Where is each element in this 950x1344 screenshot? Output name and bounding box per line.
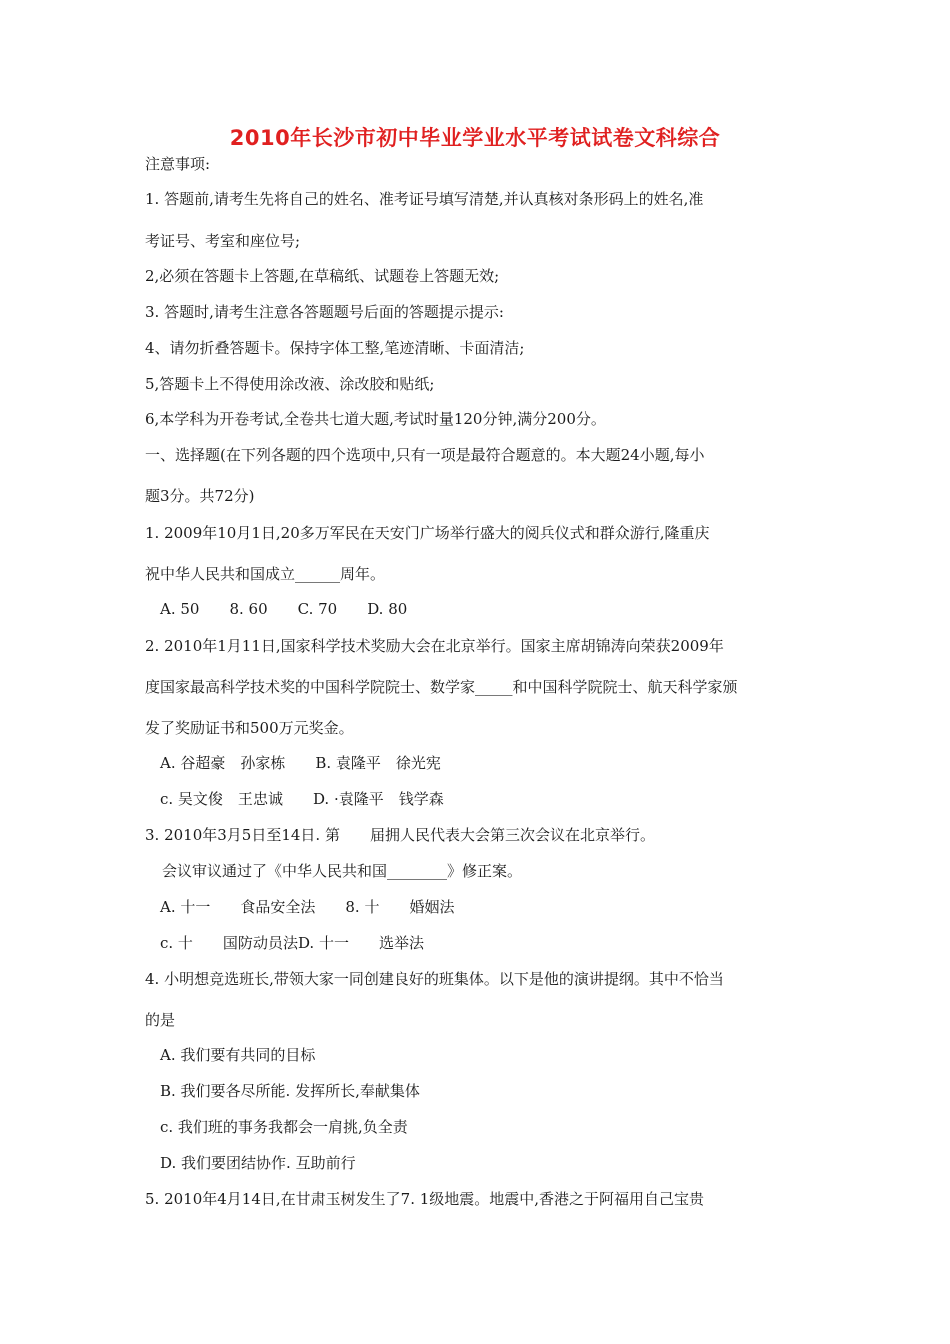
question-4: 4. 小明想竞选班长,带领大家一同创建良好的班集体。以下是他的演讲提纲。其中不恰当 xyxy=(145,970,724,988)
question-5: 5. 2010年4月14日,在甘肃玉树发生了7. 1级地震。地震中,香港之于阿福用自己宝贵 xyxy=(145,1190,705,1208)
notice-item-3: 3. 答题时,请考生注意各答题题号后面的答题提示提示: xyxy=(145,303,504,321)
notice-heading: 注意事项: xyxy=(145,155,211,173)
question-2-cont-1: 度国家最高科学技术奖的中国科学院院士、数学家_____和中国科学院院士、航天科学家颁 xyxy=(145,678,738,696)
notice-item-5: 5,答题卡上不得使用涂改液、涂改胶和贴纸; xyxy=(145,375,435,393)
section-1-heading: 一、选择题(在下列各题的四个选项中,只有一项是最符合题意的。本大题24小题,每小 xyxy=(145,446,705,464)
notice-item-6: 6,本学科为开卷考试,全卷共七道大题,考试时量120分钟,满分200分。 xyxy=(145,410,606,428)
question-1-cont: 祝中华人民共和国成立______周年。 xyxy=(145,565,386,583)
notice-item-2: 2,必须在答题卡上答题,在草稿纸、试题卷上答题无效; xyxy=(145,267,500,285)
question-3-cont: 会议审议通过了《中华人民共和国________》修正案。 xyxy=(162,862,523,880)
document-title: 2010年长沙市初中毕业学业水平考试试卷文科综合 xyxy=(229,126,721,150)
notice-item-1-cont: 考证号、考室和座位号; xyxy=(145,232,301,250)
question-1: 1. 2009年10月1日,20多万军民在天安门广场举行盛大的阅兵仪式和群众游行,隆重庆 xyxy=(145,524,710,542)
question-2-cont-2: 发了奖励证书和500万元奖金。 xyxy=(145,719,354,737)
question-4-option-a: A. 我们要有共同的目标 xyxy=(160,1046,316,1064)
question-4-cont: 的是 xyxy=(145,1011,176,1029)
question-2-options-ab: A. 谷超豪 孙家栋 B. 袁隆平 徐光宪 xyxy=(160,754,441,772)
notice-item-1: 1. 答题前,请考生先将自己的姓名、准考证号填写清楚,并认真核对条形码上的姓名,准 xyxy=(145,190,704,208)
question-2-options-cd: c. 吴文俊 王忠诚 D. ·袁隆平 钱学森 xyxy=(160,790,444,808)
question-2: 2. 2010年1月11日,国家科学技术奖励大会在北京举行。国家主席胡锦涛向荣获2009年 xyxy=(145,637,724,655)
question-4-option-b: B. 我们要各尽所能. 发挥所长,奉献集体 xyxy=(160,1082,420,1100)
notice-item-4: 4、请勿折叠答题卡。保持字体工整,笔迹清晰、卡面清洁; xyxy=(145,339,525,357)
section-1-heading-cont: 题3分。共72分) xyxy=(145,487,255,505)
question-3: 3. 2010年3月5日至14日. 第 届拥人民代表大会第三次会议在北京举行。 xyxy=(145,826,655,844)
question-3-options-cd: c. 十 国防动员法D. 十一 选举法 xyxy=(160,934,424,952)
question-1-options: A. 50 8. 60 C. 70 D. 80 xyxy=(160,600,408,618)
question-4-option-c: c. 我们班的事务我都会一肩挑,负全责 xyxy=(160,1118,408,1136)
question-3-options-ab: A. 十一 食品安全法 8. 十 婚姻法 xyxy=(160,898,455,916)
question-4-option-d: D. 我们要团结协作. 互助前行 xyxy=(160,1154,356,1172)
